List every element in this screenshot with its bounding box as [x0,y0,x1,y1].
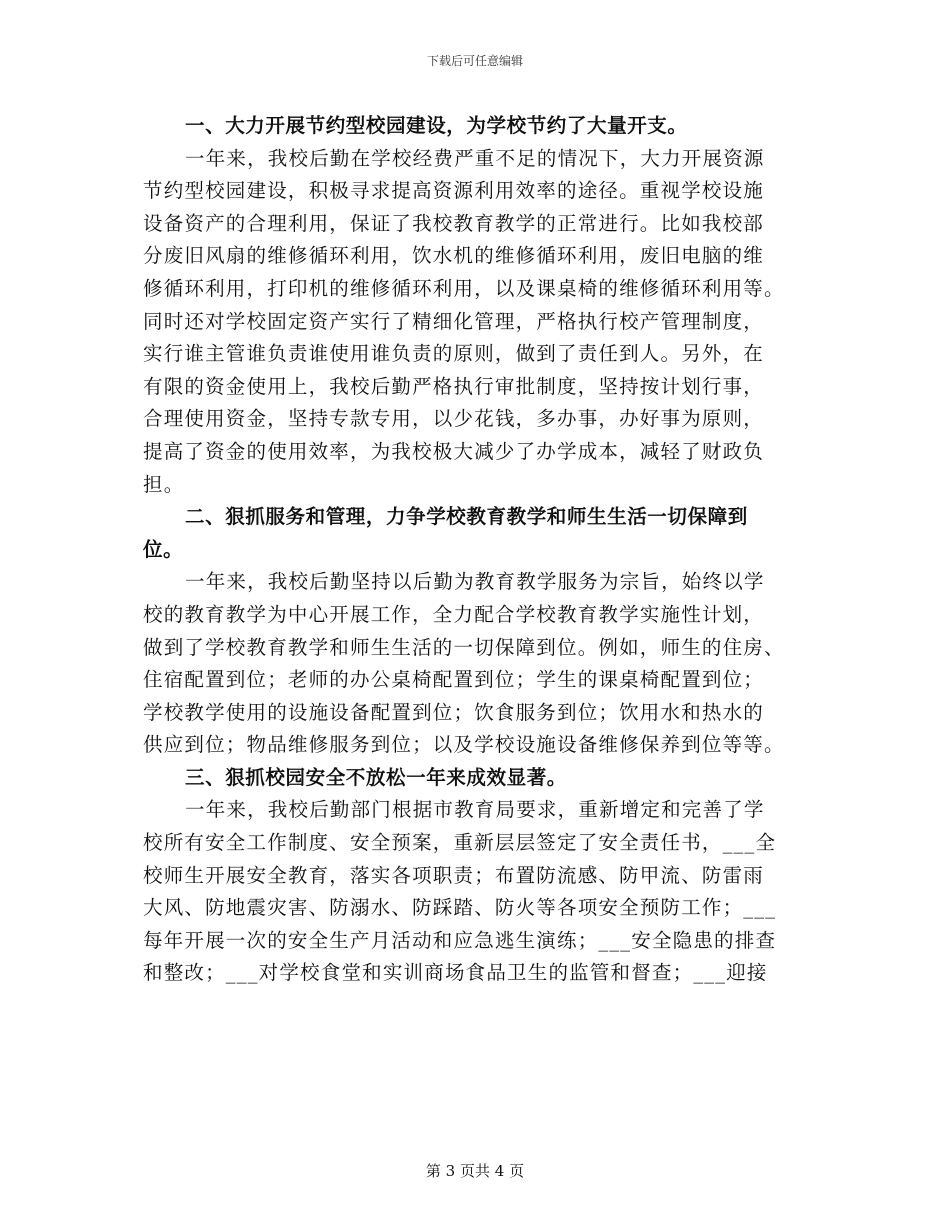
paragraph-line: 实行谁主管谁负责谁使用谁负责的原则，做到了责任到人。另外，在 [143,342,765,366]
paragraph-line: 大风、防地震灾害、防溺水、防踩踏、防火等各项安全预防工作；___ [143,896,777,920]
paragraph-line: 提高了资金的使用效率，为我校极大减少了办学成本，减轻了财政负 [143,439,765,463]
page-header: 下载后可任意编辑 [426,54,523,68]
paragraph-line: 合理使用资金，坚持专款专用，以少花钱，多办事，办好事为原则， [143,407,765,431]
paragraph-line: 学校教学使用的设施设备配置到位；饮食服务到位；饮用水和热水的 [143,700,765,724]
document-body [143,110,823,990]
paragraph-line: 一年来，我校后勤部门根据市教育局要求，重新增定和完善了学 [185,798,765,822]
section-heading-continued: 位。 [143,537,184,561]
paragraph-line: 节约型校园建设，积极寻求提高资源利用效率的途径。重视学校设施 [143,179,765,203]
paragraph-line: 校师生开展安全教育，落实各项职责；布置防流感、防甲流、防雷雨 [143,863,765,887]
paragraph-line: 同时还对学校固定资产实行了精细化管理，严格执行校产管理制度， [143,309,765,333]
paragraph-line: 校的教育教学为中心开展工作，全力配合学校教育教学实施性计划， [143,602,765,626]
paragraph-line: 修循环利用，打印机的维修循环利用，以及课桌椅的维修循环利用等。 [143,276,785,300]
paragraph-line: 担。 [143,472,185,496]
paragraph-line: 设备资产的合理利用，保证了我校教育教学的正常进行。比如我校部 [143,211,765,235]
paragraph-line: 一年来，我校后勤坚持以后勤为教育教学服务为宗旨，始终以学 [185,570,765,594]
paragraph-line: 有限的资金使用上，我校后勤严格执行审批制度，坚持按计划行事， [143,374,765,398]
paragraph-line: 校所有安全工作制度、安全预案，重新层层签定了安全责任书，___全 [143,831,777,855]
paragraph-line: 做到了学校教育教学和师生生活的一切保障到位。例如，师生的住房、 [143,635,785,659]
page-footer: 第 3 页共 4 页 [425,1162,525,1180]
section-heading: 一、大力开展节约型校园建设，为学校节约了大量开支。 [185,114,688,137]
paragraph-line: 供应到位；物品维修服务到位；以及学校设施设备维修保养到位等等。 [143,733,785,757]
paragraph-line: 分废旧风扇的维修循环利用，饮水机的维修循环利用，废旧电脑的维 [143,244,765,268]
section-heading: 二、狠抓服务和管理，力争学校教育教学和师生生活一切保障到 [185,505,748,529]
paragraph-line: 住宿配置到位；老师的办公桌椅配置到位；学生的课桌椅配置到位； [143,668,765,692]
paragraph-line: 一年来，我校后勤在学校经费严重不足的情况下，大力开展资源 [185,146,765,170]
paragraph-line: 和整改；___对学校食堂和实训商场食品卫生的监管和督查；___迎接 [143,961,768,985]
paragraph-line: 每年开展一次的安全生产月活动和应急逃生演练；___安全隐患的排查 [143,928,777,952]
section-heading: 三、狠抓校园安全不放松一年来成效显著。 [185,765,567,789]
